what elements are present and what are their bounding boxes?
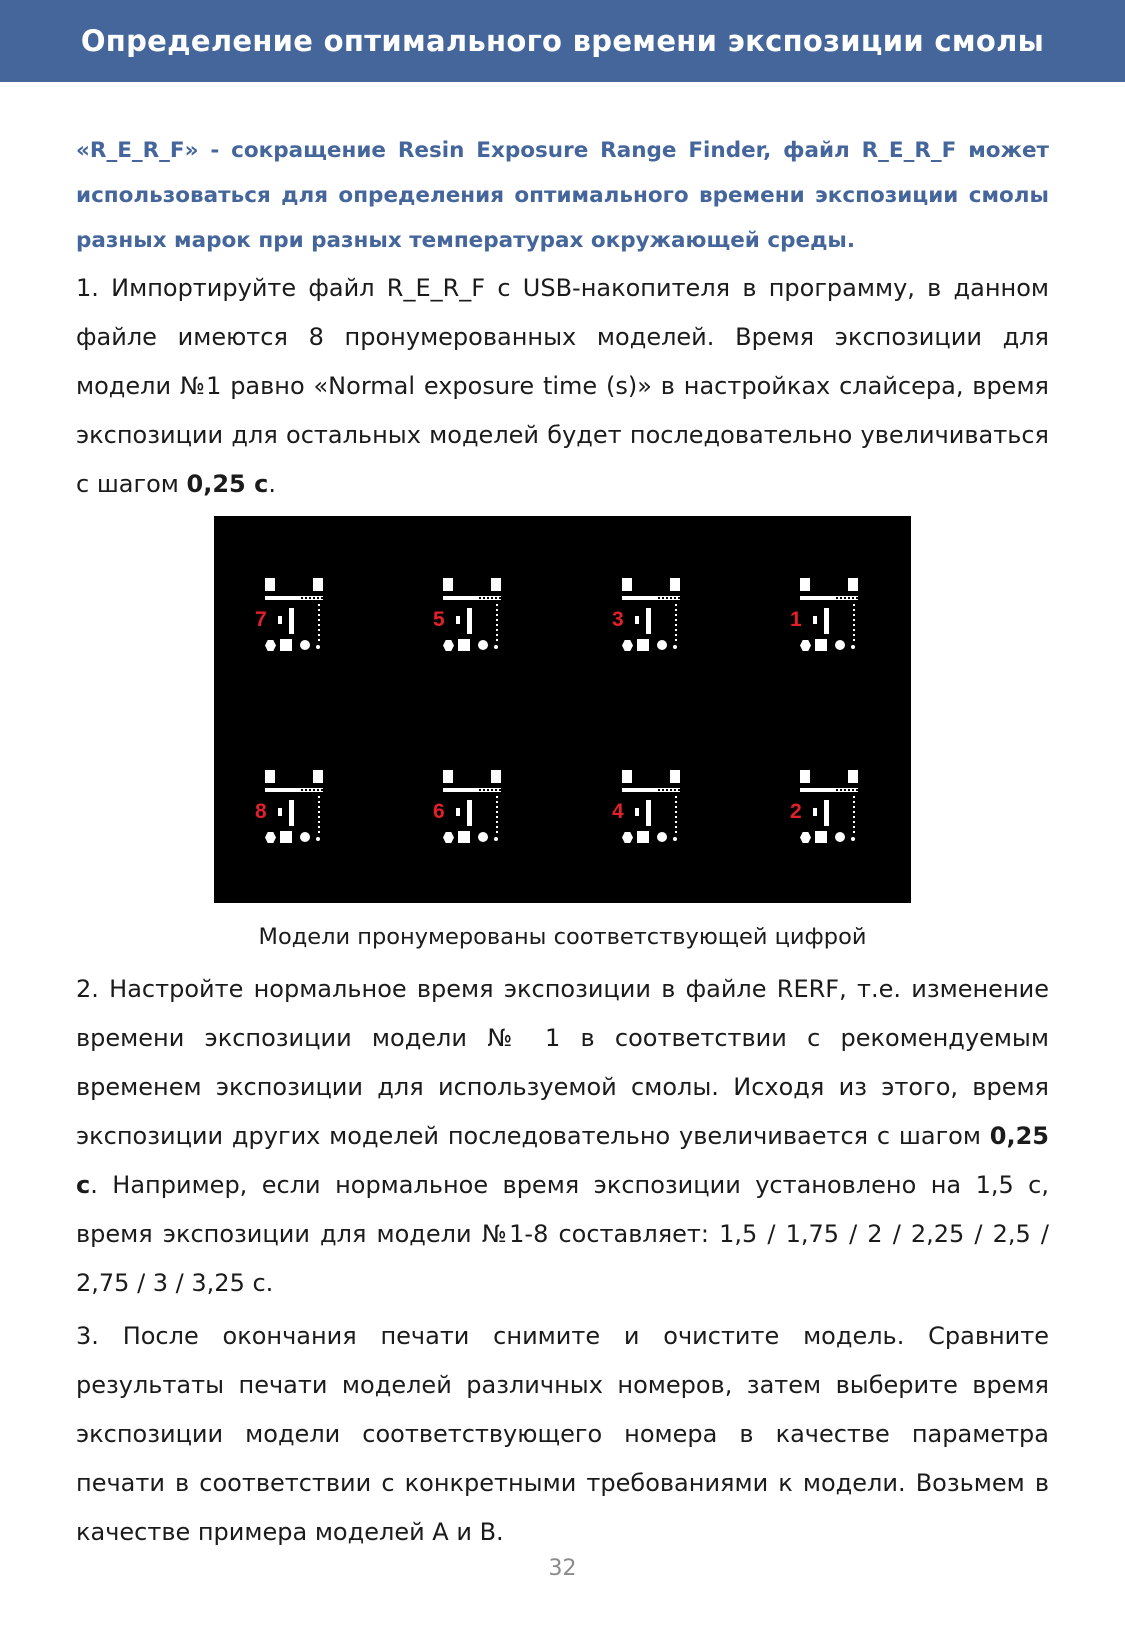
step-2-bold: 0,25 с xyxy=(76,1122,1049,1199)
figure-caption: Модели пронумерованы соответствующей цифрой xyxy=(258,924,867,950)
model-number: 6 xyxy=(433,800,445,823)
model-number: 1 xyxy=(790,608,802,631)
step-3-paragraph: 3. После окончания печати снимите и очистите модель. Сравните результаты печати моделей различных номеров, затем выберите время экспозиции модели соответствующего номера в качестве параметра печати в соответствии с конкретными требованиями к модели. Возьмем в качестве примера моделей А и В. xyxy=(76,1322,1049,1546)
step-2-text: 2. Настройте нормальное время экспозиции в файле RERF, т.е. изменение времени экспозиции модели № 1 в соответствии с рекомендуемым временем экспозиции для используемой смолы. Исходя из этого, время экспозиции других моделей последовательно увеличивается с шагом xyxy=(76,975,1049,1150)
model-number: 4 xyxy=(612,800,624,823)
model-number: 2 xyxy=(790,800,802,823)
model-5 xyxy=(433,578,507,650)
step-1-text: 1. Импортируйте файл R_E_R_F с USB-накопителя в программу, в данном файле имеются 8 пронумерованных моделей. Время экспозиции для модели №1 равно «Normal exposure time (s)» в настройках слайсера, время экспозиции для остальных моделей будет последовательно увеличиваться с шагом xyxy=(76,274,1049,498)
page-title: Определение оптимального времени экспозиции смолы xyxy=(80,24,1045,58)
step-2-paragraph xyxy=(76,965,1049,1308)
model-number: 8 xyxy=(255,800,267,823)
model-1 xyxy=(790,578,864,650)
model-8 xyxy=(255,770,329,842)
model-7 xyxy=(255,578,329,650)
page-header xyxy=(0,0,1125,82)
step-1-paragraph xyxy=(76,264,1049,509)
model-number: 3 xyxy=(612,608,624,631)
model-2 xyxy=(790,770,864,842)
model-number: 7 xyxy=(255,608,267,631)
step-1-end: . xyxy=(268,470,276,498)
models-figure xyxy=(214,516,911,903)
page-number: 32 xyxy=(548,1556,577,1581)
step-2-end: . Например, если нормальное время экспозиции установлено на 1,5 с, время экспозиции для модели №1-8 составляет: 1,5 / 1,75 / 2 / 2,25 / 2,5 / 2,75 / 3 / 3,25 с. xyxy=(76,1171,1049,1297)
model-4 xyxy=(612,770,686,842)
model-3 xyxy=(612,578,686,650)
intro-paragraph: «R_E_R_F» - сокращение Resin Exposure Range Finder, файл R_E_R_F может использоваться для определения оптимального времени экспозиции смолы разных марок при разных температурах окружающей среды. xyxy=(76,138,1049,253)
step-1-bold: 0,25 с xyxy=(186,470,269,498)
model-6 xyxy=(433,770,507,842)
model-number: 5 xyxy=(433,608,445,631)
